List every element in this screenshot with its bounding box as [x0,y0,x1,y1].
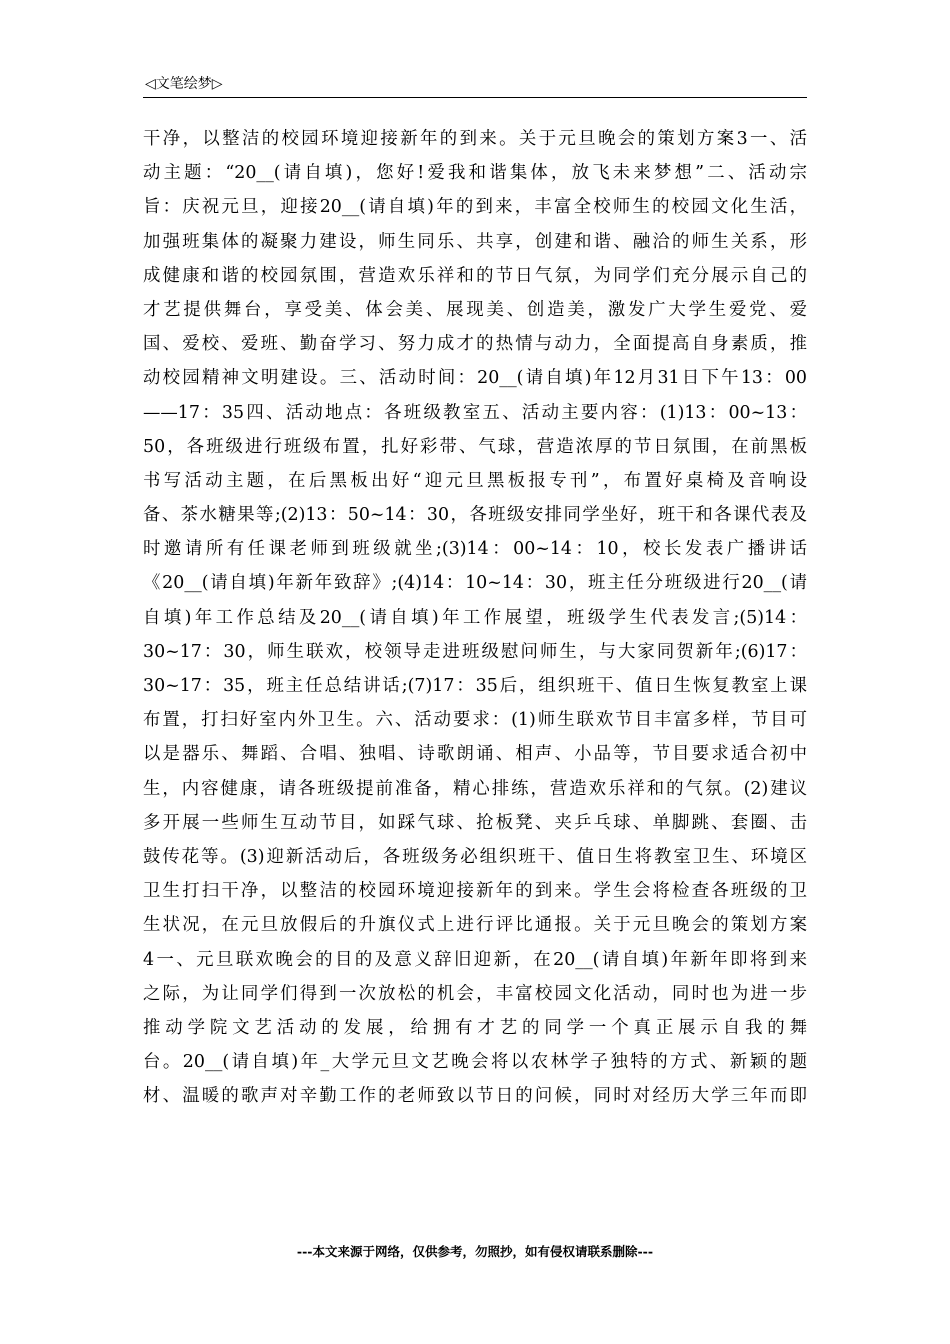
text-line: 自填)年工作总结及20__(请自填)年工作展望，班级学生代表发言;(5)14： [143,607,807,628]
text-line: 30~17：30，师生联欢，校领导走进班级慰问师生，与大家同贺新年;(6)17： [143,641,807,662]
text-line: 鼓传花等。(3)迎新活动后，各班级务必组织班干、值日生将教室卫生、环境区 [143,846,807,867]
text-line: 推动学院文艺活动的发展，给拥有才艺的同学一个真正展示自我的舞 [143,1017,807,1038]
footer-notice: ---本文来源于网络，仅供参考，勿照抄，如有侵权请联系删除--- [296,1244,654,1259]
text-line: 生状况，在元旦放假后的升旗仪式上进行评比通报。关于元旦晚会的策划方案 [143,915,807,936]
text-line: 才艺提供舞台，享受美、体会美、展现美、创造美，激发广大学生爱党、爱 [143,299,807,320]
text-line: 以是器乐、舞蹈、合唱、独唱、诗歌朗诵、相声、小品等，节目要求适合初中 [143,744,807,765]
text-line: 30~17：35，班主任总结讲话;(7)17：35后，组织班干、值日生恢复教室上课 [143,676,807,696]
text-line: 国、爱校、爱班、勤奋学习、努力成才的热情与动力，全面提高自身素质，推 [143,334,807,355]
text-line: 备、茶水糖果等;(2)13：50~14：30，各班级安排同学坐好，班干和各课代表及 [143,505,807,526]
text-line: 时邀请所有任课老师到班级就坐;(3)14：00~14：10，校长发表广播讲话 [143,539,807,560]
text-line: ——17：35四、活动地点：各班级教室五、活动主要内容：(1)13：00~13： [143,402,807,423]
text-line: 加强班集体的凝聚力建设，师生同乐、共享，创建和谐、融洽的师生关系，形 [143,231,807,252]
document-body [143,122,807,1113]
text-line: 50，各班级进行班级布置，扎好彩带、气球，营造浓厚的节日氛围，在前黑板 [143,436,807,457]
text-line: 旨：庆祝元旦，迎接20__(请自填)年的到来，丰富全校师生的校园文化生活， [143,197,807,218]
text-line: 动主题：“20__(请自填)，您好!爱我和谐集体，放飞未来梦想”二、活动宗 [143,163,807,184]
text-line: 台。20__(请自填)年_大学元旦文艺晚会将以农林学子独特的方式、新颖的题 [143,1052,807,1073]
page-header [143,74,807,98]
header-logo: ◁文笔绘梦▷ [145,76,223,92]
text-line: 材、温暖的歌声对辛勤工作的老师致以节日的问候，同时对经历大学三年而即 [143,1086,807,1107]
header-divider [143,97,807,98]
text-line: 之际，为让同学们得到一次放松的机会，丰富校园文化活动，同时也为进一步 [143,983,807,1004]
text-line: 4一、元旦联欢晚会的目的及意义辞旧迎新，在20__(请自填)年新年即将到来 [143,949,807,970]
text-line: 卫生打扫干净，以整洁的校园环境迎接新年的到来。学生会将检查各班级的卫 [143,881,807,902]
text-line: 生，内容健康，请各班级提前准备，精心排练，营造欢乐祥和的气氛。(2)建议 [143,778,807,799]
text-line: 多开展一些师生互动节目，如踩气球、抢板凳、夹乒乓球、单脚跳、套圈、击 [143,812,807,833]
text-line: 《20__(请自填)年新年致辞》;(4)14：10~14：30，班主任分班级进行20__(请 [143,573,807,594]
text-line: 成健康和谐的校园氛围，营造欢乐祥和的节日气氛，为同学们充分展示自己的 [143,265,807,286]
text-line: 布置，打扫好室内外卫生。六、活动要求：(1)师生联欢节目丰富多样，节目可 [143,710,807,731]
text-line: 书写活动主题，在后黑板出好“迎元旦黑板报专刊”，布置好桌椅及音响设 [143,470,807,491]
text-line: 动校园精神文明建设。三、活动时间：20__(请自填)年12月31日下午13：00 [143,368,807,389]
text-line: 干净，以整洁的校园环境迎接新年的到来。关于元旦晚会的策划方案3一、活 [143,129,807,149]
